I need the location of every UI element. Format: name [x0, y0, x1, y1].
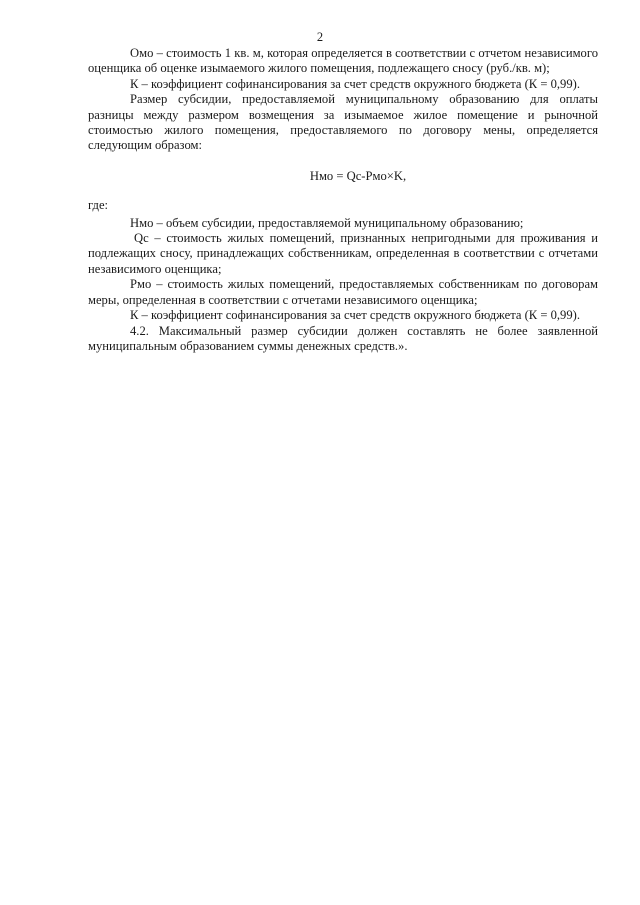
document-body [88, 46, 598, 354]
definition-nmo: Нмо – объем субсидии, предоставляемой муниципальному образованию; [130, 215, 524, 230]
definition-k-second: К – коэффициент софинансирования за счет средств окружного бюджета (К = 0,99). [130, 308, 580, 323]
definition-rmo: Рмо – стоимость жилых помещений, предоставляемых собственникам по договорам меры, определенная в соответствии с отчетами независимого оценщика; [88, 277, 598, 307]
definition-omo: Омо – стоимость 1 кв. м, которая определяется в соответствии с отчетом независимого оценщика об оценке изымаемого жилого помещения, подлежащего сносу (руб./кв. м); [88, 46, 598, 76]
subsidy-size-paragraph: Размер субсидии, предоставляемой муниципальному образованию для оплаты разницы между размером возмещения за изымаемое жилое помещение и рыночной стоимостью жилого помещения, предоставляемого по договору мены, определяется следующим образом: [88, 92, 598, 153]
clause-4-2: 4.2. Максимальный размер субсидии должен составлять не более заявленной муниципальным образованием суммы денежных средств.». [88, 323, 598, 353]
page-number: 2 [316, 30, 324, 44]
definition-k: К – коэффициент софинансирования за счет средств окружного бюджета (К = 0,99). [130, 76, 580, 91]
where-label: где: [88, 198, 109, 213]
definition-qc: Qс – стоимость жилых помещений, признанных непригодными для проживания и подлежащих сносу, принадлежащих собственникам, определенная в соответствии с отчетами независимого оценщика; [88, 231, 598, 276]
subsidy-formula: Нмо = Qс-Рмо×K, [309, 168, 407, 183]
